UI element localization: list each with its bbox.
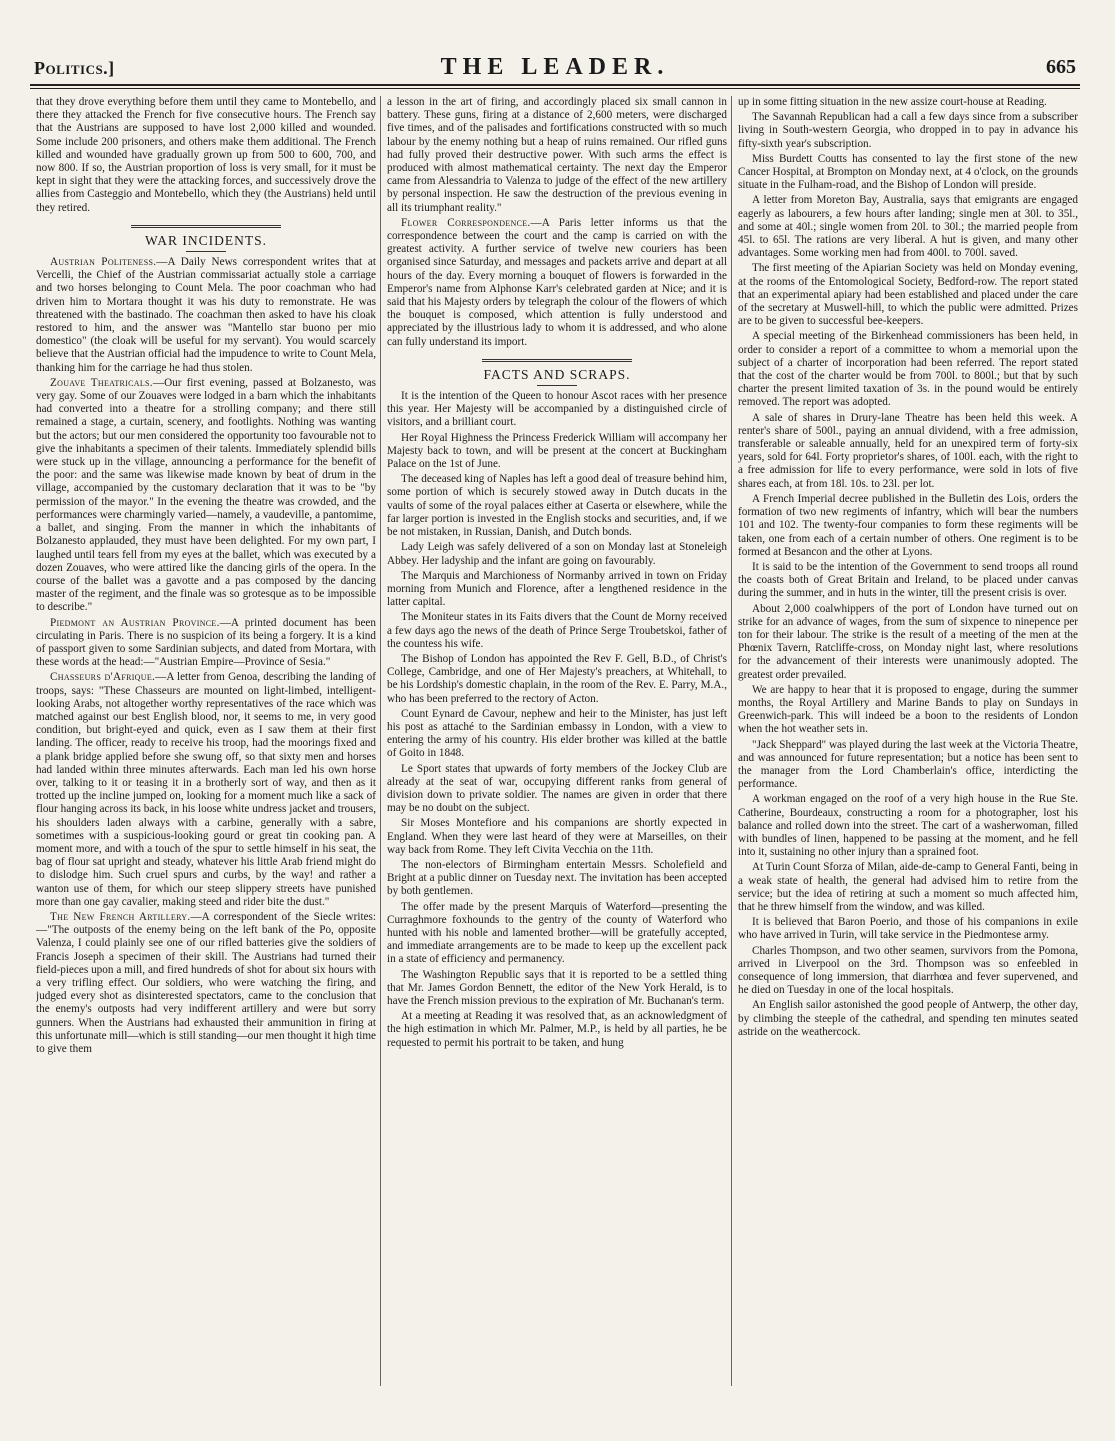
masthead-rule [30,84,1080,86]
paragraph: The Washington Republic says that it is reported to be a settled thing that Mr. James Gordon Bennett, the editor of the New York Herald, is to have the French mission previous to the expiration of Mr. Buchanan's term. [387,968,727,1007]
paragraph: An English sailor astonished the good people of Antwerp, the other day, by climbing the steeple of the cathedral, and spending ten minutes seated astride on the weathercock. [738,999,1078,1038]
paragraph: A letter from Moreton Bay, Australia, says that emigrants are engaged eagerly as labourers, a few hours after landing; single men at 30l. to 35l., and some at 40l.; single women from 20l. to 30l.; the married people from 45l. to 65l. The rations are very liberal. A hut is given, and many other advantages. Some working men had from 400l. to 700l. saved. [738,194,1078,260]
article-body: —A letter from Genoa, describing the landing of troops, says: "These Chasseurs are mounted on light-limbed, intelligent-looking Arabs, not altogether worthy representatives of the race which was matched against our best English blood, nor, it seems to me, in very good condition, but bright-eyed and quick, even as I saw them at their first landing. The officer, ready to receive his troop, had the moorings fixed and a plank bridge applied before she swung off, so that sixty men and horses had landed within three minutes afterwards. Each man led his own horse over, talking to it or teasing it in a brotherly sort of way, and then as it trotted up the incline jumped on, looking for a moment much like a sack of flour hanging across its back, in his loose white undress jacket and trousers, his shoulders laden always with a carbine, generally with a sabre, sometimes with a suspicious-looking gourd or great tin cooking pan. A moment more, and with a touch of the spur to settle himself in his seat, the bag of flour sat upright and steady, whatever his little Arab friend might do to dislodge him. Such cruel spurs and curbs, by the way! and rather a wanton use of them, for which our steep slippery streets have punished more than one gay cavalier, making steed and rider bite the dust." [36,671,376,908]
section-rule [482,359,632,362]
section-label: Politics.] [34,58,115,78]
paragraph: that they drove everything before them until they came to Montebello, and there they attacked the French for five consecutive hours. The French say that the Austrians are supposed to have lost 2,000 killed and wounded. Some include 200 prisoners, and others make them additional. The French killed and wounded have gradually grown up from 500 to 600, 700, and now 800. If so, the Austrian proportion of loss is very small, for it must be kept in sight that they were the attacking forces, and successively drove the allies from Casteggio and Montebello, which they (the Austrians) held until they retired. [36,96,376,214]
article-lead: Zouave Theatricals. [50,376,153,389]
paragraph: The Marquis and Marchioness of Normanby arrived in town on Friday morning from Munich and Florence, after a lengthened residence in the latter capital. [387,569,727,609]
article-body: —A Daily News correspondent writes that at Vercelli, the Chief of the Austrian commissariat actually stole a carriage and two horses belonging to Count Mela. The poor coachman who had driven him to Mortara thought it was his duty to remonstrate. He was threatened with the bastinado. The coachman then asked to have his cloak restored to him, and the answer was "Mantello star buono per mio domestico" (the cloak will be useful for my servant). You would scarcely believe that the Austrian official had the impudence to write to Count Mela, thanking him for the carriage he had thus stolen. [36,256,376,374]
article-body: —A Paris letter informs us that the correspondence between the court and the camp is carried on with the greatest activity. A further service of twelve new couriers has been organised since Saturday, and messages and packets arrive and depart at all hours of the day. Every morning a bouquet of flowers is forwarded in the Emperor's name from Alphonse Karr's celebrated garden at Nice; and it is said that his Majesty orders by telegraph the colour of the flowers of which the bouquet is composed, which attention is fully understood and appreciated by the illustrious lady to whom it is addressed, and who alone can fully understand its import. [387,216,727,348]
section-rule [131,225,281,228]
article-lead: The New French Artillery. [50,910,191,923]
article-paragraph [36,911,376,1056]
paragraph: A special meeting of the Birkenhead commissioners has been held, in order to consider a report of a committee to whom a memorial upon the subject of a charter of incorporation had been referred. The report stated that the cost of the charter would be from 700l. to 800l.; but that by such charter the present limited taxation of 3s. in the pound would be entirely removed. The report was adopted. [738,330,1078,409]
paragraph: up in some fitting situation in the new assize court-house at Reading. [738,96,1047,108]
article-body: —A correspondent of the Siecle writes:—"The outposts of the enemy being on the left bank of the Po, opposite Valenza, I could plainly see one of our rifled batteries give the soldiers of Francis Joseph a specimen of their skill. The Austrians had turned their field-pieces upon a mill, and fired hundreds of shot for about six hours with a very trifling effect. Our soldiers, who were watching the firing, and judged every shot as disinterested spectators, came to the conclusion that the enemy's outposts had very indifferent artillery and were but sorry gunners. When the Austrians had exhausted their ammunition in firing at this unfortunate mill—which is still standing—our men thought it high time to give them [36,910,376,1056]
paragraph: We are happy to hear that it is proposed to engage, during the summer months, the Royal Artillery and Marine Bands to play on Sundays in Greenwich-park. This will indeed be a boon to the residents of London when the hot weather sets in. [738,683,1078,736]
paragraph: The first meeting of the Apiarian Society was held on Monday evening, at the rooms of the Entomological Society, Bedford-row. The report stated that an experimental apiary had been established and placed under the care of the secretary at Muswell-hill, to which the public were admitted. Prizes are to be given to successful bee-keepers. [738,262,1078,328]
paragraph: The Bishop of London has appointed the Rev F. Gell, B.D., of Christ's College, Cambridge, and one of Her Majesty's preachers, at Whitehall, to be his Lordship's domestic chaplain, in the room of the Rev. E. Parry, M.A., who has been preferred to the rectory of Acton. [387,652,727,705]
article-body: —Our first evening, passed at Bolzanesto, was very gay. Some of our Zouaves were lodged in a barn which the inhabitants had converted into a theatre for a strolling company; and there still remained a stage, a curtain, scenery, and footlights. Nothing was wanting but the actors; but our men considered the opportunity too favourable not to give the inhabitants a specimen of their talents. Immediately splendid bills were stuck up in the village, announcing a performance for the benefit of the poor: and the same was likewise made known by beat of drum in the village, accompanied by the customary declaration that it was to be "by permission of the mayor." In the evening the theatre was crowded, and the performances were charmingly varied—namely, a vaudeville, a pantomime, a ballet, and singing. From the manner in which the inhabitants of Bolzanesto applauded, they must have been delighted. For my own part, I laughed until tears fell from my eyes at the ballet, which was executed by a dozen Zouaves, who were attired like the dancing girls of the opera. In the course of the ballet was a gavotte and a pas composed by the dancing master of the regiment, and the finale was so grotesque as to be impossible to describe." [36,376,376,614]
article-paragraph [36,671,376,909]
newspaper-title: THE LEADER. [440,54,670,80]
article-lead: Flower Correspondence. [401,216,531,229]
paragraph: Sir Moses Montefiore and his companions are shortly expected in England. When they were last heard of they were at Marseilles, on their way back from Rome. They left Civita Vecchia on the 11th. [387,817,727,856]
column-divider [731,96,732,1386]
paragraph: Count Eynard de Cavour, nephew and heir to the Minister, has just left his post as attaché to the Sardinian embassy in London, with a view to entering the army of his country. His elder brother was killed at the battle of Goito in 1848. [387,707,727,760]
paragraph: The non-electors of Birmingham entertain Messrs. Scholefield and Bright at a public dinner on Tuesday next. The invitation has been accepted by both gentlemen. [387,858,727,898]
paragraph: It is the intention of the Queen to honour Ascot races with her presence this year. Her Majesty will be accompanied by a distinguished circle of visitors, and a brilliant court. [387,390,727,429]
page-number: 665 [1046,56,1076,78]
column-divider [380,96,381,1386]
heading-rule [186,251,226,252]
paragraph: Le Sport states that upwards of forty members of the Jockey Club are already at the seat of war, occupying different ranks from general of division down to private soldier. The names are given in order that there may be no doubt on the subject. [387,762,727,815]
column-2 [387,96,727,1406]
paragraph: a lesson in the art of firing, and accordingly placed six small cannon in battery. These guns, firing at a distance of 2,600 meters, were discharged five times, and of the palisades and fortifications constructed with so much labour by the enemy nothing but a heap of ruins remained. Our rifled guns had fully proved their destructive power. With such arms the effect is produced with almost mathematical certainty. The next day the Emperor came from Alessandria to Valenza to judge of the effect of the new artillery by personal inspection. He saw the destruction of the previous evening in all its triumphant reality." [387,96,727,214]
paragraph: "Jack Sheppard" was played during the last week at the Victoria Theatre, and was announced for future representation; but a notice has been sent to the manager from the Lord Chamberlain's office, interdicting the performance. [738,738,1078,791]
paragraph: Miss Burdett Coutts has consented to lay the first stone of the new Cancer Hospital, at Brompton on Monday next, at 4 o'clock, on the grounds situate in the Fulham-road, and the Bishop of London will preside. [738,152,1078,192]
masthead [30,52,1080,80]
paragraph: The Savannah Republican had a call a few days since from a subscriber living in South-western Georgia, who dropped in to pay in advance his fifty-sixth year's subscription. [738,111,1078,150]
masthead-rule-thin [30,88,1080,89]
paragraph: A French Imperial decree published in the Bulletin des Lois, orders the formation of two new regiments of infantry, which will bear the numbers 101 and 102. The twenty-four companies to form these regiments will be taken, one from each of a certain number of others. One regiment is to be formed at Besancon and the other at Lyons. [738,492,1078,558]
paragraph: Lady Leigh was safely delivered of a son on Monday last at Stoneleigh Abbey. Her ladyship and the infant are going on favourably. [387,541,727,567]
section-heading: FACTS AND SCRAPS. [483,366,631,382]
paragraph: A workman engaged on the roof of a very high house in the Rue Ste. Catherine, Bourdeaux, constructing a room for a photographer, lost his balance and rolled down into the street. The cart of a washerwoman, filled with bundles of linen, happened to be passing at the moment, and he fell into it, sustaining no other injury than a sprained foot. [738,793,1078,859]
paragraph: It is believed that Baron Poerio, and those of his companions in exile who have arrived in Turin, will take service in the Piedmontese army. [738,916,1078,942]
article-body: —A printed document has been circulating in Paris. There is no suspicion of its being a forgery. It is a kind of passport given to some Sardinian subjects, and dated from Mortara, with these words at the head:—"Austrian Empire—Province of Sesia." [36,616,376,669]
paragraph: The deceased king of Naples has left a good deal of treasure behind him, some portion of which is securely stowed away in Dutch ducats in the vaults of some of the royal palaces either at Caserta or elsewhere, while the far larger portion is invested in the English stocks and securities, and, if we be not mistaken, in Russian, Danish, and Dutch bonds. [387,473,727,539]
paragraph: The offer made by the present Marquis of Waterford—presenting the Curraghmore foxhounds to the gentry of the county of Waterford who hunted with his noble and lamented brother—will be gratefully accepted, and immediate arrangements are to be made to keep up the excellent pack in a state of efficiency and permanency. [387,900,727,966]
paragraph: A sale of shares in Drury-lane Theatre has been held this week. A renter's share of 500l., paying an annual dividend, with a free admission, transferable or saleable annually, held for an unexpired term of forty-six years, sold for 64l. Forty proprietor's shares, of 100l. each, with the right to a free admission for life to every performance, were sold in lots of five shares each, at from 18l. 10s. to 23l. per lot. [738,411,1078,490]
paragraph: At Turin Count Sforza of Milan, aide-de-camp to General Fanti, being in a weak state of health, the general had advised him to retire from the service; but the idea of retiring at such a moment so much affected him, that he threw himself from the window, and was killed. [738,861,1078,913]
section-heading: WAR INCIDENTS. [145,232,267,248]
paragraph: About 2,000 coalwhippers of the port of London have turned out on strike for an advance of wages, from the sum of sixpence to ninepence per ton for their labour. The strike is the result of a meeting of the men at the Phœnix Tavern, Ratcliffe-cross, on Monday night last, where resolutions for the advancement of their interests were unanimously adopted. The greatest order prevailed. [738,602,1078,681]
column-3 [738,96,1078,1406]
heading-rule [537,385,577,386]
article-paragraph [36,256,376,375]
paragraph: The Moniteur states in its Faits divers that the Count de Morny received a few days ago the news of the death of Prince Serge Troubetskoi, father of the countess his wife. [387,611,727,650]
article-lead: Chasseurs d'Afrique. [50,671,156,684]
article-lead: Austrian Politeness. [50,256,157,269]
article-paragraph [387,217,727,349]
article-paragraph [36,377,376,615]
paragraph: At a meeting at Reading it was resolved that, as an acknowledgment of the high estimation in which Mr. Palmer, M.P., is held by all parties, he be requested to permit his portrait to be taken, and hung [387,1010,727,1049]
article-lead: Piedmont an Austrian Province. [50,616,220,629]
paragraph: It is said to be the intention of the Government to send troops all round the coasts both of Great Britain and Ireland, to be placed under canvas during the summer, and in huts in the winter, till the present crisis is over. [738,560,1078,600]
paragraph: Her Royal Highness the Princess Frederick William will accompany her Majesty back to town, and will be present at the concert at Buckingham Palace on the 1st of June. [387,431,727,471]
article-paragraph [36,617,376,670]
paragraph: Charles Thompson, and two other seamen, survivors from the Pomona, arrived in Liverpool on the 3rd. Thompson was so enfeebled in consequence of long immersion, that diarrhœa and fever supervened, and he died on Tuesday in one of the local hospitals. [738,944,1078,997]
column-1 [36,96,376,1406]
